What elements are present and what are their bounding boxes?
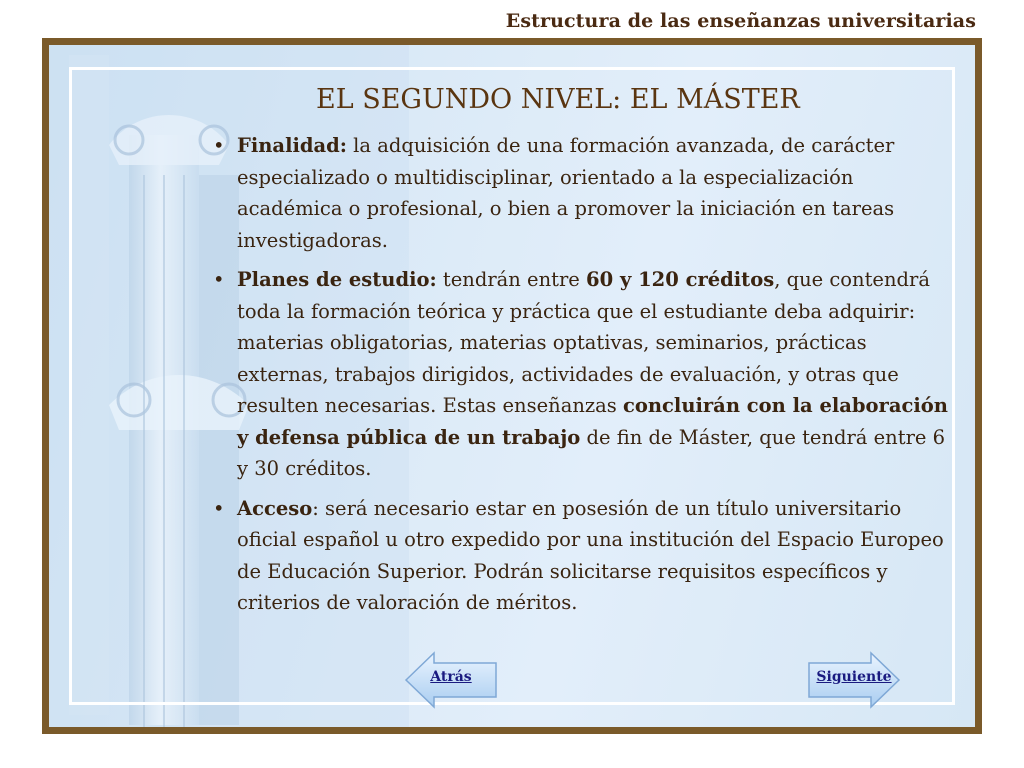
list-item: [207, 493, 949, 619]
bullet-text: : será necesario estar en posesión de un título universitario oficial español u otro expedido por una institución del Espacio Europeo de Educación Superior. Podrán solicitarse requisitos específicos y criterios de valoración de méritos.: [237, 496, 944, 614]
page-title: Estructura de las enseñanzas universitarias: [505, 10, 976, 32]
bullet-label: Finalidad:: [237, 134, 347, 157]
bullet-text: de fin de Máster, que tendrá entre 6 y 30 créditos.: [237, 425, 946, 480]
bullet-label: Acceso: [237, 496, 313, 520]
bullet-icon: •: [213, 268, 225, 291]
bullet-list: [207, 130, 949, 627]
bullet-text: la adquisición de una formación avanzada, de carácter especializado o multidisciplinar, orientado a la especialización académica o profesional, o bien a promover la iniciación en tareas investigadoras.: [237, 134, 895, 252]
bullet-text: tendrán entre: [436, 268, 587, 291]
bullet-icon: •: [213, 496, 225, 520]
list-item: [207, 264, 949, 485]
bullet-text: , que contendrá toda la formación teórica y práctica que el estudiante deba adquirir: materias obligatorias, materias optativas, seminarios, prácticas externas, trabajos dirigidos, actividades de evaluación, y otras que resulten necesarias. Estas enseñanzas: [237, 268, 930, 417]
next-button[interactable]: [807, 651, 901, 709]
list-item: [207, 130, 949, 256]
bullet-label: Planes de estudio:: [237, 268, 437, 291]
bullet-emphasis: 60 y 120 créditos: [586, 268, 775, 291]
back-label[interactable]: Atrás: [430, 669, 472, 685]
back-button[interactable]: [404, 651, 498, 709]
bullet-icon: •: [213, 134, 225, 157]
next-label[interactable]: Siguiente: [816, 669, 892, 685]
slide-heading: EL SEGUNDO NIVEL: EL MÁSTER: [316, 84, 800, 115]
bullet-emphasis: concluirán con la elaboración y defensa pública de un trabajo: [237, 394, 948, 449]
